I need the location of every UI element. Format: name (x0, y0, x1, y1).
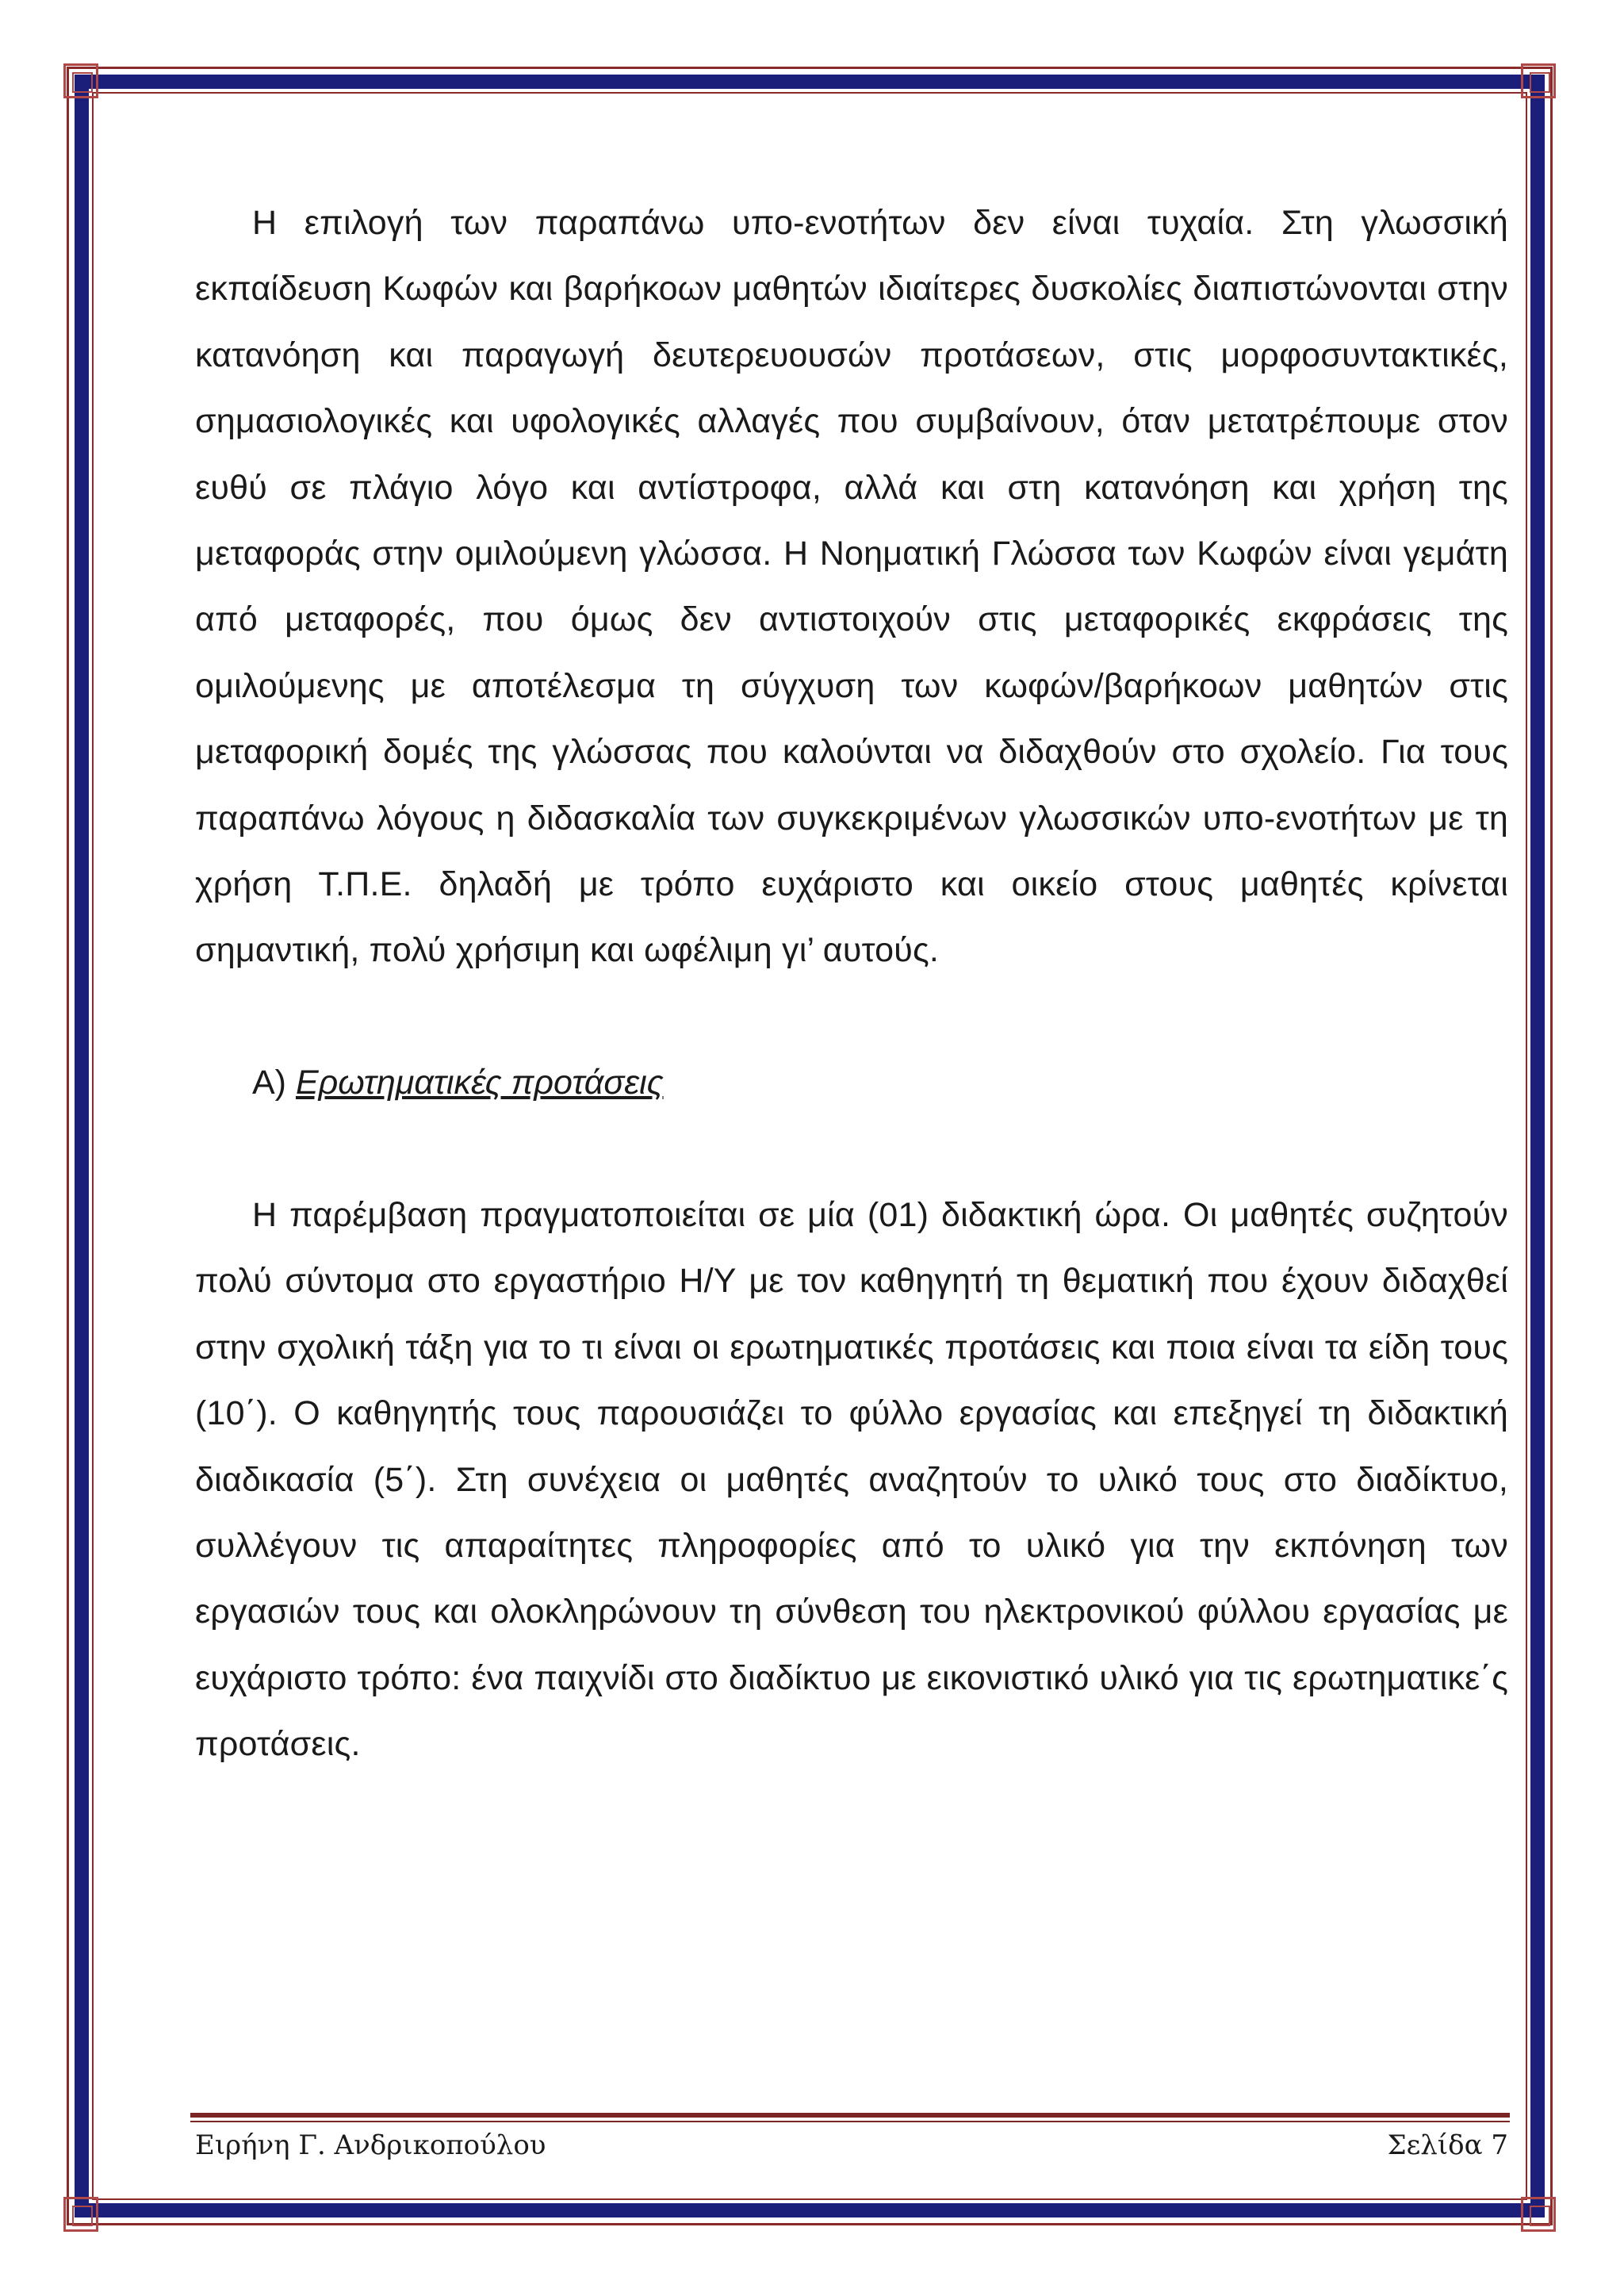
section-heading-title: Ερωτηματικές προτάσεις (295, 1064, 664, 1102)
corner-ornament-top-left (63, 63, 98, 98)
corner-ornament-top-right (1521, 63, 1556, 98)
footer-author: Ειρήνη Γ. Ανδρικοπούλου (195, 2129, 546, 2161)
page-footer (195, 2129, 1508, 2169)
footer-rule (190, 2113, 1510, 2118)
paragraph-intervention: Η παρέμβαση πραγματοποιείται σε μία (01) διδακτική ώρα. Οι μαθητές συζητούν πολύ σύντομα στο εργαστήριο Η/Υ με τον καθηγητή τη θεματική που έχουν διδαχθεί στην σχολική τάξη για το τι είναι οι ερωτηματικές προτάσεις και ποια είναι τα είδη τους (10΄). Ο καθηγητής τους παρουσιάζει το φύλλο εργασίας και επεξηγεί τη διδακτική διαδικασία (5΄). Στη συνέχεια οι μαθητές αναζητούν το υλικό τους στο διαδίκτυο, συλλέγουν τις απαραίτητες πληροφορίες από το υλικό για την εκπόνηση των εργασιών τους και ολοκληρώνουν τη σύνθεση του ηλεκτρονικού φύλλου εργασίας με ευχάριστο τρόπο: ένα παιχνίδι στο διαδίκτυο με εικονιστικό υλικό για τις ερωτηματικε΄ς προτάσεις. (195, 1196, 1508, 1764)
paragraph-intro: Η επιλογή των παραπάνω υπο-ενοτήτων δεν είναι τυχαία. Στη γλωσσική εκπαίδευση Κωφών και βαρήκοων μαθητών ιδιαίτερες δυσκολίες διαπιστώνονται στην κατανόηση και παραγωγή δευτερευουσών προτάσεων, στις μορφοσυντακτικές, σημασιολογικές και υφολογικές αλλαγές που συμβαίνουν, όταν μετατρέπουμε στον ευθύ σε πλάγιο λόγο και αντίστροφα, αλλά και στη κατανόηση και χρήση της μεταφοράς στην ομιλούμενη γλώσσα. Η Νοηματική Γλώσσα των Κωφών είναι γεμάτη από μεταφορές, που όμως δεν αντιστοιχούν στις μεταφορικές εκφράσεις της ομιλούμενης με αποτέλεσμα τη σύγχυση των κωφών/βαρήκοων μαθητών στις μεταφορική δομές της γλώσσας που καλούνται να διδαχθούν στο σχολείο. Για τους παραπάνω λόγους η διδασκαλία των συγκεκριμένων γλωσσικών υπο-ενοτήτων με τη χρήση Τ.Π.Ε. δηλαδή με τρόπο ευχάριστο και οικείο στους μαθητές κρίνεται σημαντική, πολύ χρήσιμη και ωφέλιμη γι’ αυτούς. (195, 204, 1508, 970)
section-heading-label: Α) (252, 1064, 286, 1102)
corner-ornament-bottom-right (1521, 2197, 1556, 2232)
page-body (195, 190, 1508, 1778)
corner-ornament-bottom-left (63, 2197, 98, 2232)
page-number: Σελίδα 7 (1387, 2129, 1508, 2161)
section-heading (195, 1050, 1508, 1116)
footer-rule-thin (190, 2121, 1510, 2122)
